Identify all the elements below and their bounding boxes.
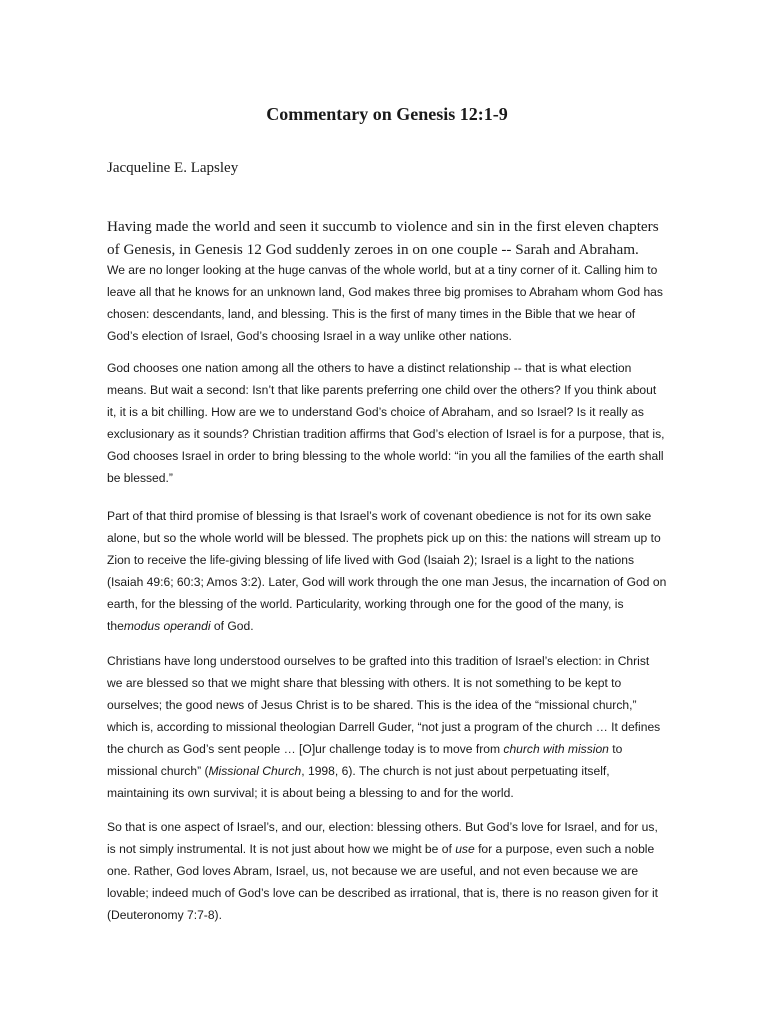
- paragraph-5-text-2: for a purpose, even such a noble one. Rather, God loves Abram, Israel, us, not because we are useful, and not even because we are lovable; indeed much of God’s love can be described as irrational, that is, there is no reason given for it (Deuteronomy 7:7-8).: [107, 842, 659, 922]
- paragraph-4-text-2: to missional church” (: [107, 742, 623, 778]
- document-title: Commentary on Genesis 12:1-9: [266, 104, 508, 124]
- paragraph-4-text-3: , 1998, 6). The church is not just about perpetuating itself, maintaining its own survival; it is about being a blessing to and for the world.: [107, 764, 610, 800]
- paragraph-3-italic: modus operandi: [123, 619, 211, 633]
- lead-paragraph: Having made the world and seen it succumb to violence and sin in the first eleven chapters of Genesis, in Genesis 12 God suddenly zeroes in on one couple -- Sarah and Abraham.: [107, 218, 659, 258]
- paragraph-3-text: Part of that third promise of blessing is that Israel’s work of covenant obedience is not for its own sake alone, but so the whole world will be blessed. The prophets pick up on this: the nations will stream up to Zion to receive the life-giving blessing of life lived with God (Isaiah 2); Israel is a light to the nations (Isaiah 49:6; 60:3; Amos 3:2). Later, God will work through the one man Jesus, the incarnation of God on earth, for the blessing of the world. Particularity, working through one for the good of the many, is the: [107, 509, 667, 633]
- paragraph-5: [107, 816, 667, 926]
- paragraph-1: We are no longer looking at the huge canvas of the whole world, but at a tiny corner of it. Calling him to leave all that he knows for an unknown land, God makes three big promises to Abraham whom God has chosen: descendants, land, and blessing. This is the first of many times in the Bible that we hear of God’s election of Israel, God’s choosing Israel in a way unlike other nations.: [107, 263, 663, 343]
- paragraph-4-text-1: Christians have long understood ourselves to be grafted into this tradition of Israel’s election: in Christ we are blessed so that we might share that blessing with others. It is not something to be kept to ourselves; the good news of Jesus Christ is to be shared. This is the idea of the “missional church,” which is, according to missional theologian Darrell Guder, “not just a program of the church … It defines the church as God’s sent people … [O]ur challenge today is to move from: [107, 654, 661, 756]
- paragraph-5-italic: use: [455, 842, 475, 856]
- paragraph-3-end: of God.: [210, 619, 254, 633]
- paragraph-3: [107, 505, 667, 637]
- paragraph-5-text-1: So that is one aspect of Israel’s, and our, election: blessing others. But God’s love for Israel, and for us, is not simply instrumental. It is not just about how we might be of: [107, 820, 658, 856]
- author-name: Jacqueline E. Lapsley: [107, 160, 239, 176]
- paragraph-4-italic-1: church with mission: [503, 742, 609, 756]
- paragraph-2: God chooses one nation among all the others to have a distinct relationship -- that is what election means. But wait a second: Isn’t that like parents preferring one child over the others? If you think about it, it is a bit chilling. How are we to understand God’s choice of Abraham, and so Israel? Is it really as exclusionary as it sounds? Christian tradition affirms that God’s election of Israel is for a purpose, that is, God chooses Israel in order to bring blessing to the whole world: “in you all the families of the earth shall be blessed.”: [107, 361, 665, 485]
- paragraph-4: [107, 650, 667, 804]
- paragraph-4-italic-2: Missional Church: [208, 764, 302, 778]
